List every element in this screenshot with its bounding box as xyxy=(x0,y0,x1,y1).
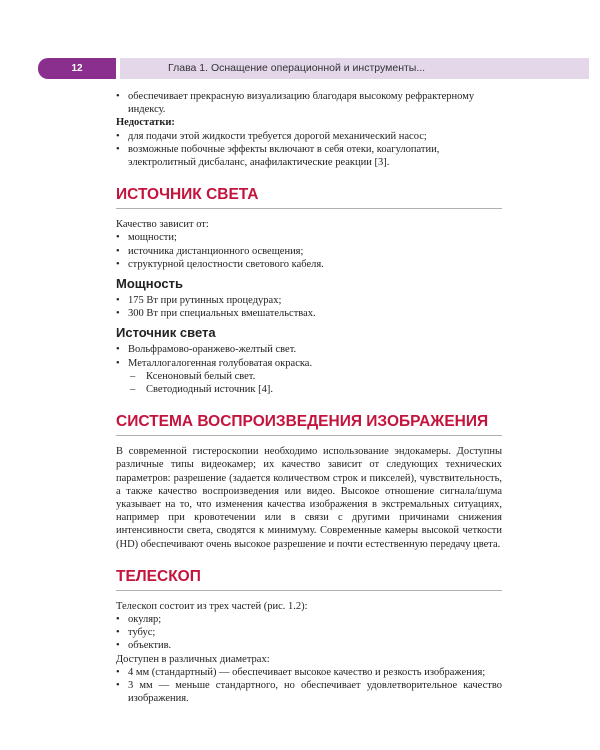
image-system-paragraph: В современной гистероскопии необходимо использование эндокамеры. Доступны различные типы видеокамер; их качество зависит от следующих технических параметров: разрешение (задается количеством строк и пикселей), чувствительность, а также качество воспроизведения или видео. Высокое отношение сигнала/шума указывает на то, что изменения качества изображения в экстремальных ситуациях, например при кровотечении или в связи с другими причинами снижения интенсивности света, сводятся к минимуму. Современные камеры высокой четкости (HD) обеспечивают очень высокое разрешение и почти естественную передачу цвета. xyxy=(116,446,502,550)
disadvantages-list xyxy=(116,130,502,170)
quality-factors-list xyxy=(116,231,502,271)
list-item: • структурной целостности светового кабеля. xyxy=(116,258,502,271)
telescope-parts-list xyxy=(116,613,502,653)
page-number: 12 xyxy=(38,58,116,79)
list-item: – Ксеноновый белый свет. xyxy=(130,370,502,383)
diameters-lead: Доступен в различных диаметрах: xyxy=(116,653,270,665)
list-item: • 300 Вт при специальных вмешательствах. xyxy=(116,307,502,320)
subheading-power: Мощность xyxy=(116,276,183,292)
page-content xyxy=(116,90,502,706)
list-item: – Светодиодный источник [4]. xyxy=(130,383,502,396)
section-title-image-system: СИСТЕМА ВОСПРОИЗВЕДЕНИЯ ИЗОБРАЖЕНИЯ xyxy=(116,413,502,436)
light-subtypes-list xyxy=(130,370,502,396)
light-types-list xyxy=(116,343,502,369)
intro-list xyxy=(116,90,502,116)
running-head-title: Глава 1. Оснащение операционной и инструменты... xyxy=(120,58,589,79)
diameters-list xyxy=(116,666,502,706)
list-item: • для подачи этой жидкости требуется дорогой механический насос; xyxy=(116,130,502,143)
list-item: • возможные побочные эффекты включают в себя отеки, коагулопатии, электролитный дисбаланс, анафилактические реакции [3]. xyxy=(116,143,502,169)
list-item: • окуляр; xyxy=(116,613,502,626)
section-title-telescope: ТЕЛЕСКОП xyxy=(116,568,502,591)
list-item: • объектив. xyxy=(116,639,502,652)
list-item: • 175 Вт при рутинных процедурах; xyxy=(116,294,502,307)
list-item: • обеспечивает прекрасную визуализацию благодаря высокому рефрактерному индексу. xyxy=(116,90,502,116)
list-item: • источника дистанционного освещения; xyxy=(116,245,502,258)
section-lead: Телескоп состоит из трех частей (рис. 1.2): xyxy=(116,600,308,612)
disadvantages-label: Недостатки: xyxy=(116,117,175,129)
section-lead: Качество зависит от: xyxy=(116,219,209,231)
power-list xyxy=(116,294,502,320)
running-header xyxy=(38,58,589,79)
list-item: • мощности; xyxy=(116,231,502,244)
list-item: • тубус; xyxy=(116,626,502,639)
list-item: • 4 мм (стандартный) — обеспечивает высокое качество и резкость изображения; xyxy=(116,666,502,679)
list-item: • Металлогалогенная голубоватая окраска. xyxy=(116,357,502,370)
section-title-light-source: ИСТОЧНИК СВЕТА xyxy=(116,186,502,209)
subheading-light-source: Источник света xyxy=(116,325,216,341)
list-item: • Вольфрамово-оранжево-желтый свет. xyxy=(116,343,502,356)
list-item: • 3 мм — меньше стандартного, но обеспечивает удовлетворительное качество изображения. xyxy=(116,679,502,705)
